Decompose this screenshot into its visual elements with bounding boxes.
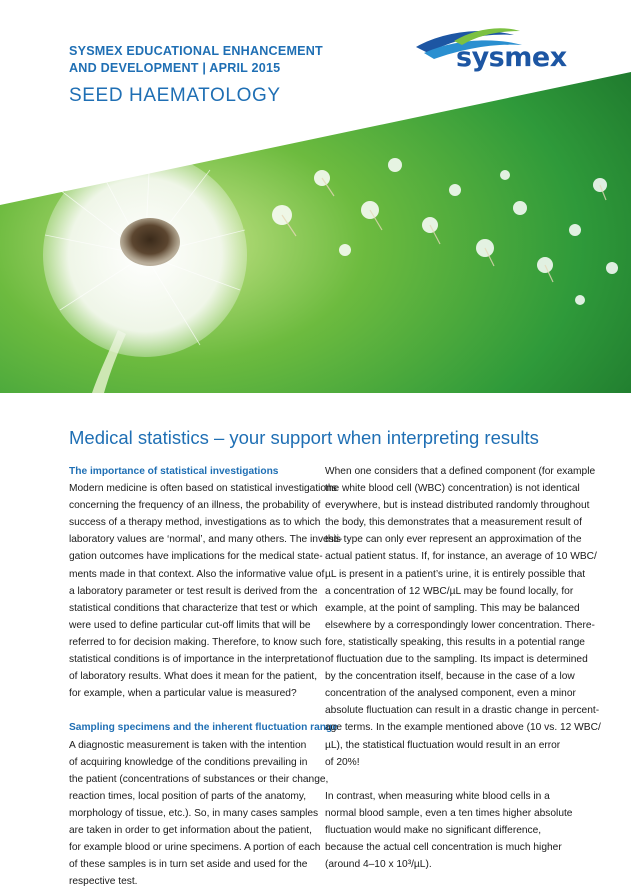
text-line: the patient (concentrations of substances or their change, (69, 773, 329, 785)
text-line: were used to define particular cut-off limits that will be (69, 619, 311, 631)
text-line: normal blood sample, even a ten times higher absolute (325, 807, 573, 819)
paragraph-gap (69, 702, 321, 719)
text-line: concentration of the analysed component, even a minor (325, 688, 576, 700)
text-line: fluctuation would make no significant difference, (325, 824, 542, 836)
page-header (0, 0, 631, 200)
org-line-1: SYSMEX EDUCATIONAL ENHANCEMENT (69, 44, 323, 58)
text-line: referred to for decision making. Therefore, to know such (69, 636, 322, 648)
text-line: fore, statistically speaking, this results in a potential range (325, 636, 585, 648)
text-line: When one considers that a defined component (for example (325, 466, 596, 477)
text-line: elsewhere by a correspondingly lower concentration. There- (325, 619, 595, 631)
text-line: of laboratory results. What does it mean for the patient, (69, 671, 318, 683)
text-line: respective test. (69, 876, 138, 888)
paragraph-gap (325, 771, 577, 788)
text-line: everywhere, but is instead distributed randomly throughout (325, 500, 590, 512)
text-line: actual patient status. If, for instance, an average of 10 WBC/ (325, 551, 597, 563)
text-line: ments made in that context. Also the informative value of (69, 568, 325, 580)
right-column (325, 463, 601, 873)
series-title: SEED HAEMATOLOGY (69, 85, 281, 106)
text-line: of fluctuation due to the sampling. Its impact is determined (325, 654, 588, 666)
text-line: for example blood or urine specimens. A portion of each (69, 842, 321, 854)
text-line: of acquiring knowledge of the conditions prevailing in (69, 756, 308, 768)
text-line: a laboratory parameter or test result is derived from the (69, 585, 318, 597)
text-line: µL), the statistical fluctuation would result in an error (325, 739, 561, 751)
text-line: gation outcomes have implications for the medical state- (69, 551, 323, 563)
text-line: (around 4–10 x 10³/µL). (325, 859, 432, 871)
text-line: of 20%! (325, 756, 360, 768)
text-line: µL is present in a patient’s urine, it is entirely possible that (325, 568, 586, 580)
text-line: A diagnostic measurement is taken with the intention (69, 739, 307, 751)
text-line: for example, when a particular value is measured? (69, 688, 297, 700)
section-heading: The importance of statistical investigations (69, 466, 279, 477)
text-line: reaction times, local position of parts of the anatomy, (69, 790, 307, 802)
sysmex-logo (414, 25, 574, 81)
text-line: of these samples is in turn set aside and used for the (69, 859, 308, 871)
org-line-2: AND DEVELOPMENT | APRIL 2015 (69, 61, 281, 75)
text-line: this type can only ever represent an approximation of the (325, 534, 582, 546)
text-line: are taken in order to get information about the patient, (69, 824, 312, 836)
text-line: example, at the point of sampling. This may be balanced (325, 602, 580, 614)
text-line: Modern medicine is often based on statistical investigations (69, 483, 337, 495)
text-line: the white blood cell (WBC) concentration) is not identical (325, 483, 580, 495)
text-line: laboratory values are ‘normal’, and many others. The investi- (69, 534, 343, 546)
text-line: success of a therapy method, investigations as to which (69, 517, 321, 529)
text-line: absolute fluctuation can result in a drastic change in percent- (325, 705, 600, 717)
text-line: In contrast, when measuring white blood cells in a (325, 790, 550, 802)
text-line: statistical conditions is of importance in the interpretation (69, 654, 325, 666)
text-line: by the concentration itself, because in the case of a low (325, 671, 575, 683)
text-line: age terms. In the example mentioned above (10 vs. 12 WBC/ (325, 722, 601, 734)
section-heading: Sampling specimens and the inherent fluctuation range (69, 722, 338, 734)
brand-wordmark: sysmex (456, 42, 567, 73)
text-line: statistical conditions that characterize that test or which (69, 602, 318, 614)
text-line: the body, this demonstrates that a measurement result of (325, 517, 582, 529)
text-line: concerning the frequency of an illness, the probability of (69, 500, 321, 512)
text-line: morphology of tissue, etc.). So, in many cases samples (69, 807, 319, 819)
article-title: Medical statistics – your support when interpreting results (69, 427, 539, 448)
text-line: because the actual cell concentration is much higher (325, 842, 562, 854)
text-line: a concentration of 12 WBC/µL may be found locally, for (325, 585, 574, 597)
